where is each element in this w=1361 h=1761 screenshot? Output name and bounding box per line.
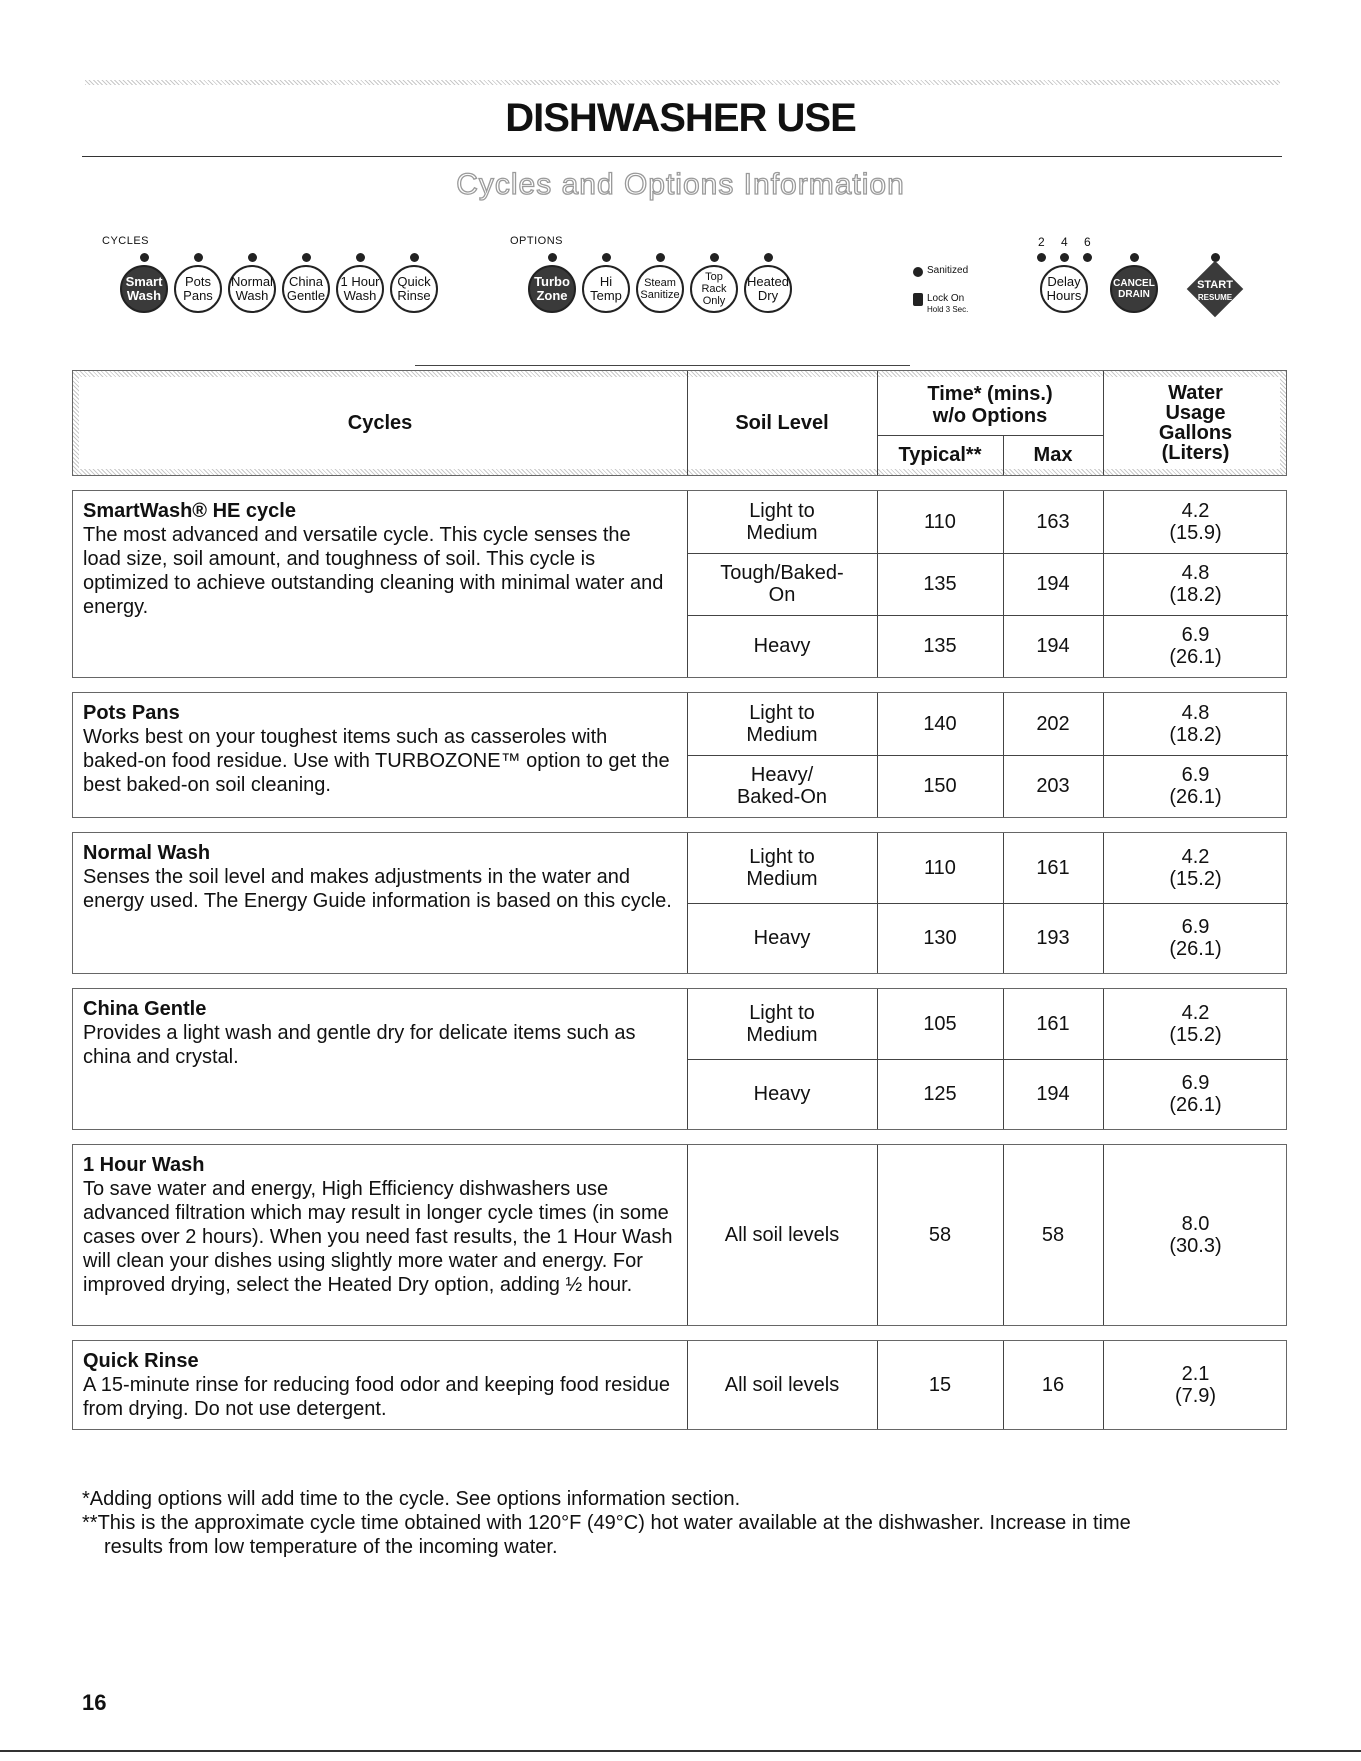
header-water-3: Gallons	[1158, 422, 1233, 444]
water-usage-cell	[1103, 693, 1288, 755]
option-indicator-icon	[548, 253, 557, 262]
header-soil-level: Soil Level	[735, 412, 829, 434]
cycle-description-block	[83, 701, 673, 797]
option-button-line1: Top Rack	[701, 271, 727, 295]
option-button-line1: Steam	[644, 277, 676, 289]
water-usage-cell	[1103, 553, 1288, 615]
cycle-indicator-icon	[194, 253, 203, 262]
control-panel	[0, 225, 1361, 335]
cycle-indicator-icon	[140, 253, 149, 262]
option-button-line2: Zone	[536, 288, 568, 303]
delay-2-indicator-icon	[1037, 253, 1046, 262]
cycle-group	[72, 692, 1287, 818]
water-usage-cell	[1103, 615, 1288, 677]
table-top-rule	[415, 365, 910, 366]
header-water-1: Water	[1168, 382, 1223, 404]
water-gallons: 4.2	[1181, 500, 1210, 522]
max-time-cell: 161	[1036, 857, 1070, 879]
max-time-cell: 161	[1036, 1013, 1070, 1035]
cycle-group	[72, 1340, 1287, 1430]
delay-6-indicator-icon	[1083, 253, 1092, 262]
cycle-indicator-icon	[410, 253, 419, 262]
soil-level-cell: Tough/Baked-On	[720, 562, 844, 606]
cycle-description-block	[83, 499, 673, 619]
option-button-steam-sanitize[interactable]	[636, 265, 684, 313]
footnote-1: *Adding options will add time to the cycle. See options information section.	[82, 1488, 741, 1510]
typical-time-cell: 130	[923, 927, 957, 949]
option-button-hi-temp[interactable]	[582, 265, 630, 313]
lock-icon	[913, 293, 923, 306]
water-liters: (15.2)	[1169, 868, 1222, 890]
option-button-line2: Temp	[590, 288, 622, 303]
option-button-line1: Hi	[599, 274, 613, 289]
typical-time-cell: 135	[923, 573, 957, 595]
cycle-name: Quick Rinse	[83, 1350, 199, 1372]
header-max: Max	[1033, 444, 1073, 466]
water-usage-cell	[1103, 755, 1288, 817]
typical-time-cell: 110	[924, 511, 956, 533]
cycle-indicator-icon	[248, 253, 257, 262]
water-gallons: 2.1	[1181, 1363, 1210, 1385]
cycle-button-1-hour-wash[interactable]	[336, 265, 384, 313]
water-usage-cell	[1103, 1145, 1288, 1325]
cycle-name: 1 Hour Wash	[83, 1154, 205, 1176]
max-time-cell: 58	[1041, 1224, 1065, 1246]
cycle-group	[72, 490, 1287, 678]
soil-level-cell: Heavy	[753, 635, 811, 657]
soil-level-cell: Heavy/ Baked-On	[736, 764, 828, 808]
water-usage-cell	[1103, 491, 1288, 553]
max-time-cell: 163	[1036, 511, 1070, 533]
sanitized-label: Sanitized	[927, 265, 969, 276]
max-time-cell: 16	[1041, 1374, 1065, 1396]
cycle-button-line1: Pots	[184, 274, 211, 289]
options-label: OPTIONS	[510, 235, 564, 247]
water-liters: (26.1)	[1169, 786, 1222, 808]
cancel-indicator-icon	[1130, 253, 1139, 262]
soil-level-cell: All soil levels	[724, 1374, 840, 1396]
option-indicator-icon	[656, 253, 665, 262]
table-header	[72, 370, 1287, 476]
water-liters: (15.9)	[1169, 522, 1222, 544]
water-liters: (7.9)	[1174, 1385, 1217, 1407]
cycle-name: Pots Pans	[83, 702, 180, 724]
header-time-label: Time* (mins.)	[927, 383, 1053, 405]
typical-time-cell: 135	[923, 635, 957, 657]
soil-level-cell: Light to Medium	[746, 1002, 818, 1046]
cycles-table	[72, 370, 1287, 1430]
option-button-line2: Only	[702, 295, 726, 307]
cycle-name: China Gentle	[83, 998, 207, 1020]
water-gallons: 4.8	[1181, 702, 1210, 724]
cycle-button-line1: China	[289, 274, 323, 289]
delay-number-6: 6	[1084, 235, 1091, 249]
footnote-2-cont: results from low temperature of the incoming water.	[104, 1536, 558, 1558]
typical-time-cell: 125	[923, 1083, 957, 1105]
cycle-description: To save water and energy, High Efficiency dishwashers use advanced filtration which may result in longer cycle times (in some cases over 2 hours). When you need fast results, the 1 Hour Wash will clean your dishes using slightly more water and energy. For improved drying, select the Heated Dry option, adding ½ hour.	[83, 1178, 673, 1296]
cycle-description: The most advanced and versatile cycle. This cycle senses the load size, soil amount, and toughness of soil. This cycle is optimized to achieve outstanding cleaning with minimal water and energy.	[83, 524, 664, 618]
delay-line2: Hours	[1046, 288, 1082, 303]
cycle-description-block	[83, 997, 673, 1069]
section-heading: Cycles and Options Information	[456, 168, 905, 201]
water-gallons: 4.2	[1181, 1002, 1210, 1024]
cycle-group	[72, 832, 1287, 974]
water-gallons: 6.9	[1181, 1072, 1210, 1094]
cycle-button-line2: Wash	[343, 288, 377, 303]
cycle-button-line2: Pans	[183, 288, 213, 303]
start-resume-label	[1188, 279, 1242, 304]
water-liters: (30.3)	[1169, 1235, 1222, 1257]
option-button-turbo-zone[interactable]	[528, 265, 576, 313]
header-cycles: Cycles	[347, 412, 413, 434]
cycle-button-line1: Normal	[231, 274, 273, 289]
cycle-button-line1: Quick	[397, 274, 431, 289]
cycle-button-line1: 1 Hour	[340, 274, 380, 289]
water-gallons: 4.2	[1181, 846, 1210, 868]
typical-time-cell: 110	[924, 857, 956, 879]
option-button-line1: Heated	[747, 274, 789, 289]
delay-line1: Delay	[1047, 274, 1081, 289]
water-usage-cell	[1103, 903, 1288, 973]
option-button-top-rack-only[interactable]	[690, 265, 738, 313]
cycle-description: A 15-minute rinse for reducing food odor and keeping food residue from drying. Do not use detergent.	[83, 1374, 671, 1420]
cycle-button-line2: Wash	[235, 288, 269, 303]
cycle-description-block	[83, 1153, 673, 1297]
typical-time-cell: 15	[928, 1374, 952, 1396]
soil-level-cell: Light to Medium	[746, 500, 818, 544]
start-line1: START	[1197, 279, 1233, 291]
cycle-button-smart-wash[interactable]	[120, 265, 168, 313]
title-divider	[82, 156, 1282, 157]
max-time-cell: 194	[1036, 1083, 1070, 1105]
cycle-button-normal-wash[interactable]	[228, 265, 276, 313]
cycle-name: SmartWash® HE cycle	[83, 500, 296, 522]
option-button-heated-dry[interactable]	[744, 265, 792, 313]
typical-time-cell: 105	[923, 1013, 957, 1035]
cancel-line1: CANCEL	[1113, 278, 1155, 289]
water-liters: (18.2)	[1169, 584, 1222, 606]
water-usage-cell	[1103, 1059, 1288, 1129]
option-indicator-icon	[764, 253, 773, 262]
water-gallons: 6.9	[1181, 764, 1210, 786]
typical-time-cell: 150	[923, 775, 957, 797]
water-usage-cell	[1103, 833, 1288, 903]
option-button-line2: Dry	[757, 288, 779, 303]
max-time-cell: 194	[1036, 573, 1070, 595]
page-title: DISHWASHER USE	[505, 96, 856, 140]
bottom-rule	[0, 1750, 1361, 1752]
delay-number-4: 4	[1061, 235, 1068, 249]
cycle-button-quick-rinse[interactable]	[390, 265, 438, 313]
cycles-label: CYCLES	[102, 235, 150, 247]
cycle-group	[72, 988, 1287, 1130]
soil-level-cell: All soil levels	[724, 1224, 840, 1246]
soil-level-cell: Heavy	[753, 927, 811, 949]
cycle-description-block	[83, 1349, 673, 1421]
cycle-name: Normal Wash	[83, 842, 211, 864]
cycle-indicator-icon	[302, 253, 311, 262]
header-water-usage	[1103, 371, 1288, 475]
max-time-cell: 203	[1036, 775, 1070, 797]
cycle-button-line2: Wash	[126, 288, 162, 303]
header-time-sub: w/o Options	[932, 405, 1048, 427]
cycle-indicator-icon	[356, 253, 365, 262]
soil-level-cell: Light to Medium	[746, 846, 818, 890]
soil-level-cell: Heavy	[753, 1083, 811, 1105]
footnote-2: **This is the approximate cycle time obtained with 120°F (49°C) hot water available at the dishwasher. Increase in time	[82, 1512, 1131, 1534]
soil-level-cell: Light to Medium	[746, 702, 818, 746]
cycle-description-block	[83, 841, 673, 913]
option-indicator-icon	[710, 253, 719, 262]
header-typical: Typical**	[898, 444, 982, 466]
water-usage-cell	[1103, 1341, 1288, 1429]
water-liters: (15.2)	[1169, 1024, 1222, 1046]
delay-number-2: 2	[1038, 235, 1045, 249]
option-button-line1: Turbo	[534, 274, 570, 289]
water-liters: (26.1)	[1169, 646, 1222, 668]
cycle-description: Works best on your toughest items such as casseroles with baked-on food residue. Use with TURBOZONE™ option to get the best baked-on soil cleaning.	[83, 726, 670, 796]
max-time-cell: 193	[1036, 927, 1070, 949]
header-time	[877, 377, 1103, 433]
lock-label: Lock On	[927, 293, 965, 304]
top-decorative-band	[85, 80, 1280, 85]
water-gallons: 6.9	[1181, 916, 1210, 938]
water-gallons: 4.8	[1181, 562, 1210, 584]
cycle-description: Senses the soil level and makes adjustments in the water and energy used. The Energy Guide information is based on this cycle.	[83, 866, 672, 912]
cancel-line2: DRAIN	[1118, 289, 1150, 300]
delay-4-indicator-icon	[1060, 253, 1069, 262]
cycle-button-line2: Rinse	[397, 288, 431, 303]
option-button-line2: Sanitize	[640, 289, 680, 301]
delay-hours-button[interactable]	[1040, 265, 1088, 313]
max-time-cell: 202	[1036, 713, 1070, 735]
water-usage-cell	[1103, 989, 1288, 1059]
start-line2: RESUME	[1197, 293, 1233, 302]
cycle-button-china-gentle[interactable]	[282, 265, 330, 313]
cycle-description: Provides a light wash and gentle dry for delicate items such as china and crystal.	[83, 1022, 636, 1068]
header-water-4: (Liters)	[1161, 442, 1230, 464]
header-water-2: Usage	[1165, 402, 1226, 424]
cycle-button-line2: Gentle	[286, 288, 326, 303]
option-indicator-icon	[602, 253, 611, 262]
typical-time-cell: 58	[928, 1224, 952, 1246]
water-gallons: 8.0	[1181, 1213, 1210, 1235]
water-liters: (18.2)	[1169, 724, 1222, 746]
cycle-button-line1: Smart	[125, 274, 163, 289]
water-liters: (26.1)	[1169, 938, 1222, 960]
page-number: 16	[82, 1690, 107, 1715]
sanitized-indicator-icon	[913, 267, 923, 277]
water-gallons: 6.9	[1181, 624, 1210, 646]
water-liters: (26.1)	[1169, 1094, 1222, 1116]
cancel-drain-button[interactable]	[1110, 265, 1158, 313]
cycle-group	[72, 1144, 1287, 1326]
typical-time-cell: 140	[923, 713, 957, 735]
lock-hold-label: Hold 3 Sec.	[927, 305, 969, 314]
max-time-cell: 194	[1036, 635, 1070, 657]
cycle-button-pots-pans[interactable]	[174, 265, 222, 313]
